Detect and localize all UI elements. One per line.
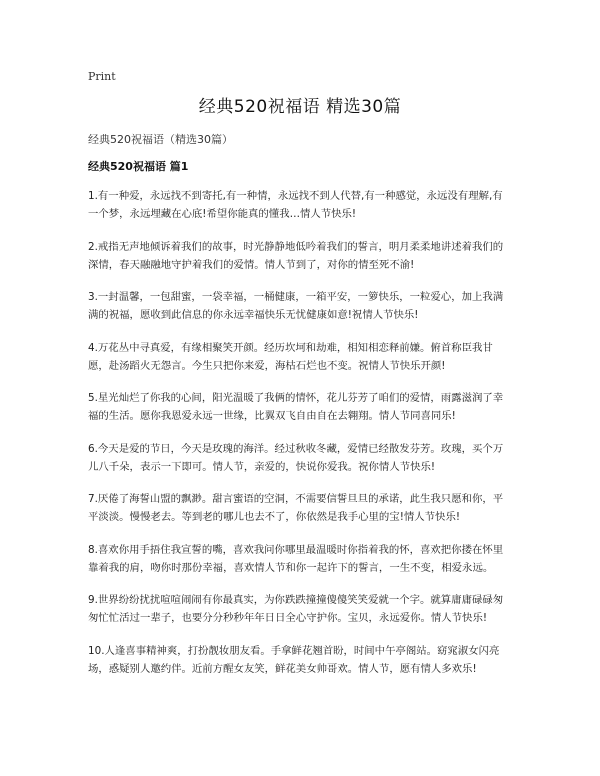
- paragraph-10: 10.人逢喜事精神爽，打扮靓妆朋友看。手拿鲜花翘首盼，时间中午亭阁站。窈窕淑女闪亮场，惑疑别人邀约伴。近前方醒女友笑，鲜花美女帅哥欢。情人节，愿有情人多欢乐!: [88, 644, 500, 675]
- paragraph-7: 7.厌倦了海誓山盟的飘渺。甜言蜜语的空洞，不需要信誓旦旦的承诺，此生我只愿和你，平平淡淡。慢慢老去。等到老的哪儿也去不了，你依然是我手心里的宝!情人节快乐!: [88, 493, 504, 523]
- paragraph-list: [88, 187, 512, 692]
- paragraph-5: 5.星光灿烂了你我的心间，阳光温暖了我俩的情怀，花儿芬芳了咱们的爱情，雨露滋润了幸福的生活。愿你我恩爱永远一世缘，比翼双飞自由自在去翱翔。情人节同喜同乐!: [88, 392, 504, 422]
- paragraph-9: 9.世界纷纷扰扰喧喧闹闹有你最真实，为你跌跌撞撞傻傻笑笑爱就一个字。就算庸庸碌碌匆匆忙忙活过一辈子，也要分分秒秒年年日日全心守护你。宝贝，永远爱你。情人节快乐!: [88, 594, 504, 624]
- paragraph-8: 8.喜欢你用手捂住我宣誓的嘴，喜欢我问你哪里最温暖时你指着我的怀，喜欢把你搂在怀里靠着我的肩，吻你时那份幸福，喜欢情人节和你一起许下的誓言，一生不变，相爱永远。: [88, 543, 504, 574]
- paragraph-3: 3.一封温馨，一包甜蜜，一袋幸福，一桶健康，一箱平安，一箩快乐，一粒爱心，加上我满满的祝福，愿收到此信息的你永远幸福快乐无忧健康如意!祝情人节快乐!: [88, 291, 504, 321]
- paragraph-2: 2.戒指无声地倾诉着我们的故事，时光静静地低吟着我们的誓言，明月柔柔地讲述着我们的深情，春天融融地守护着我们的爱情。情人节到了，对你的情至死不渝!: [88, 240, 504, 271]
- section-heading: 经典520祝福语 篇1: [88, 160, 189, 173]
- paragraph-4: 4.万花丛中寻真爱，有缘相聚笑开颜。经历坎坷和劫难，相知相恋释前嫌。俯首称臣我甘愿，赴汤蹈火无怨言。今生只把你来爱，海枯石烂也不变。祝情人节快乐开颜!: [88, 341, 493, 372]
- print-link[interactable]: Print: [88, 70, 116, 83]
- paragraph-6: 6.今天是爱的节日，今天是玫瑰的海洋。经过秋收冬藏，爱情已经散发芬芳。玫瑰，买个万儿八千朵，表示一下即可。情人节，亲爱的，快说你爱我。祝你情人节快乐!: [88, 442, 504, 473]
- paragraph-1: 1.有一种爱，永远找不到寄托,有一种情，永远找不到人代替,有一种感觉，永远没有理解,有一个梦，永远埋藏在心底!希望你能真的懂我…情人节快乐!: [88, 190, 503, 220]
- document-subtitle: 经典520祝福语（精选30篇）: [88, 133, 233, 146]
- document-title: 经典520祝福语 精选30篇: [198, 97, 402, 117]
